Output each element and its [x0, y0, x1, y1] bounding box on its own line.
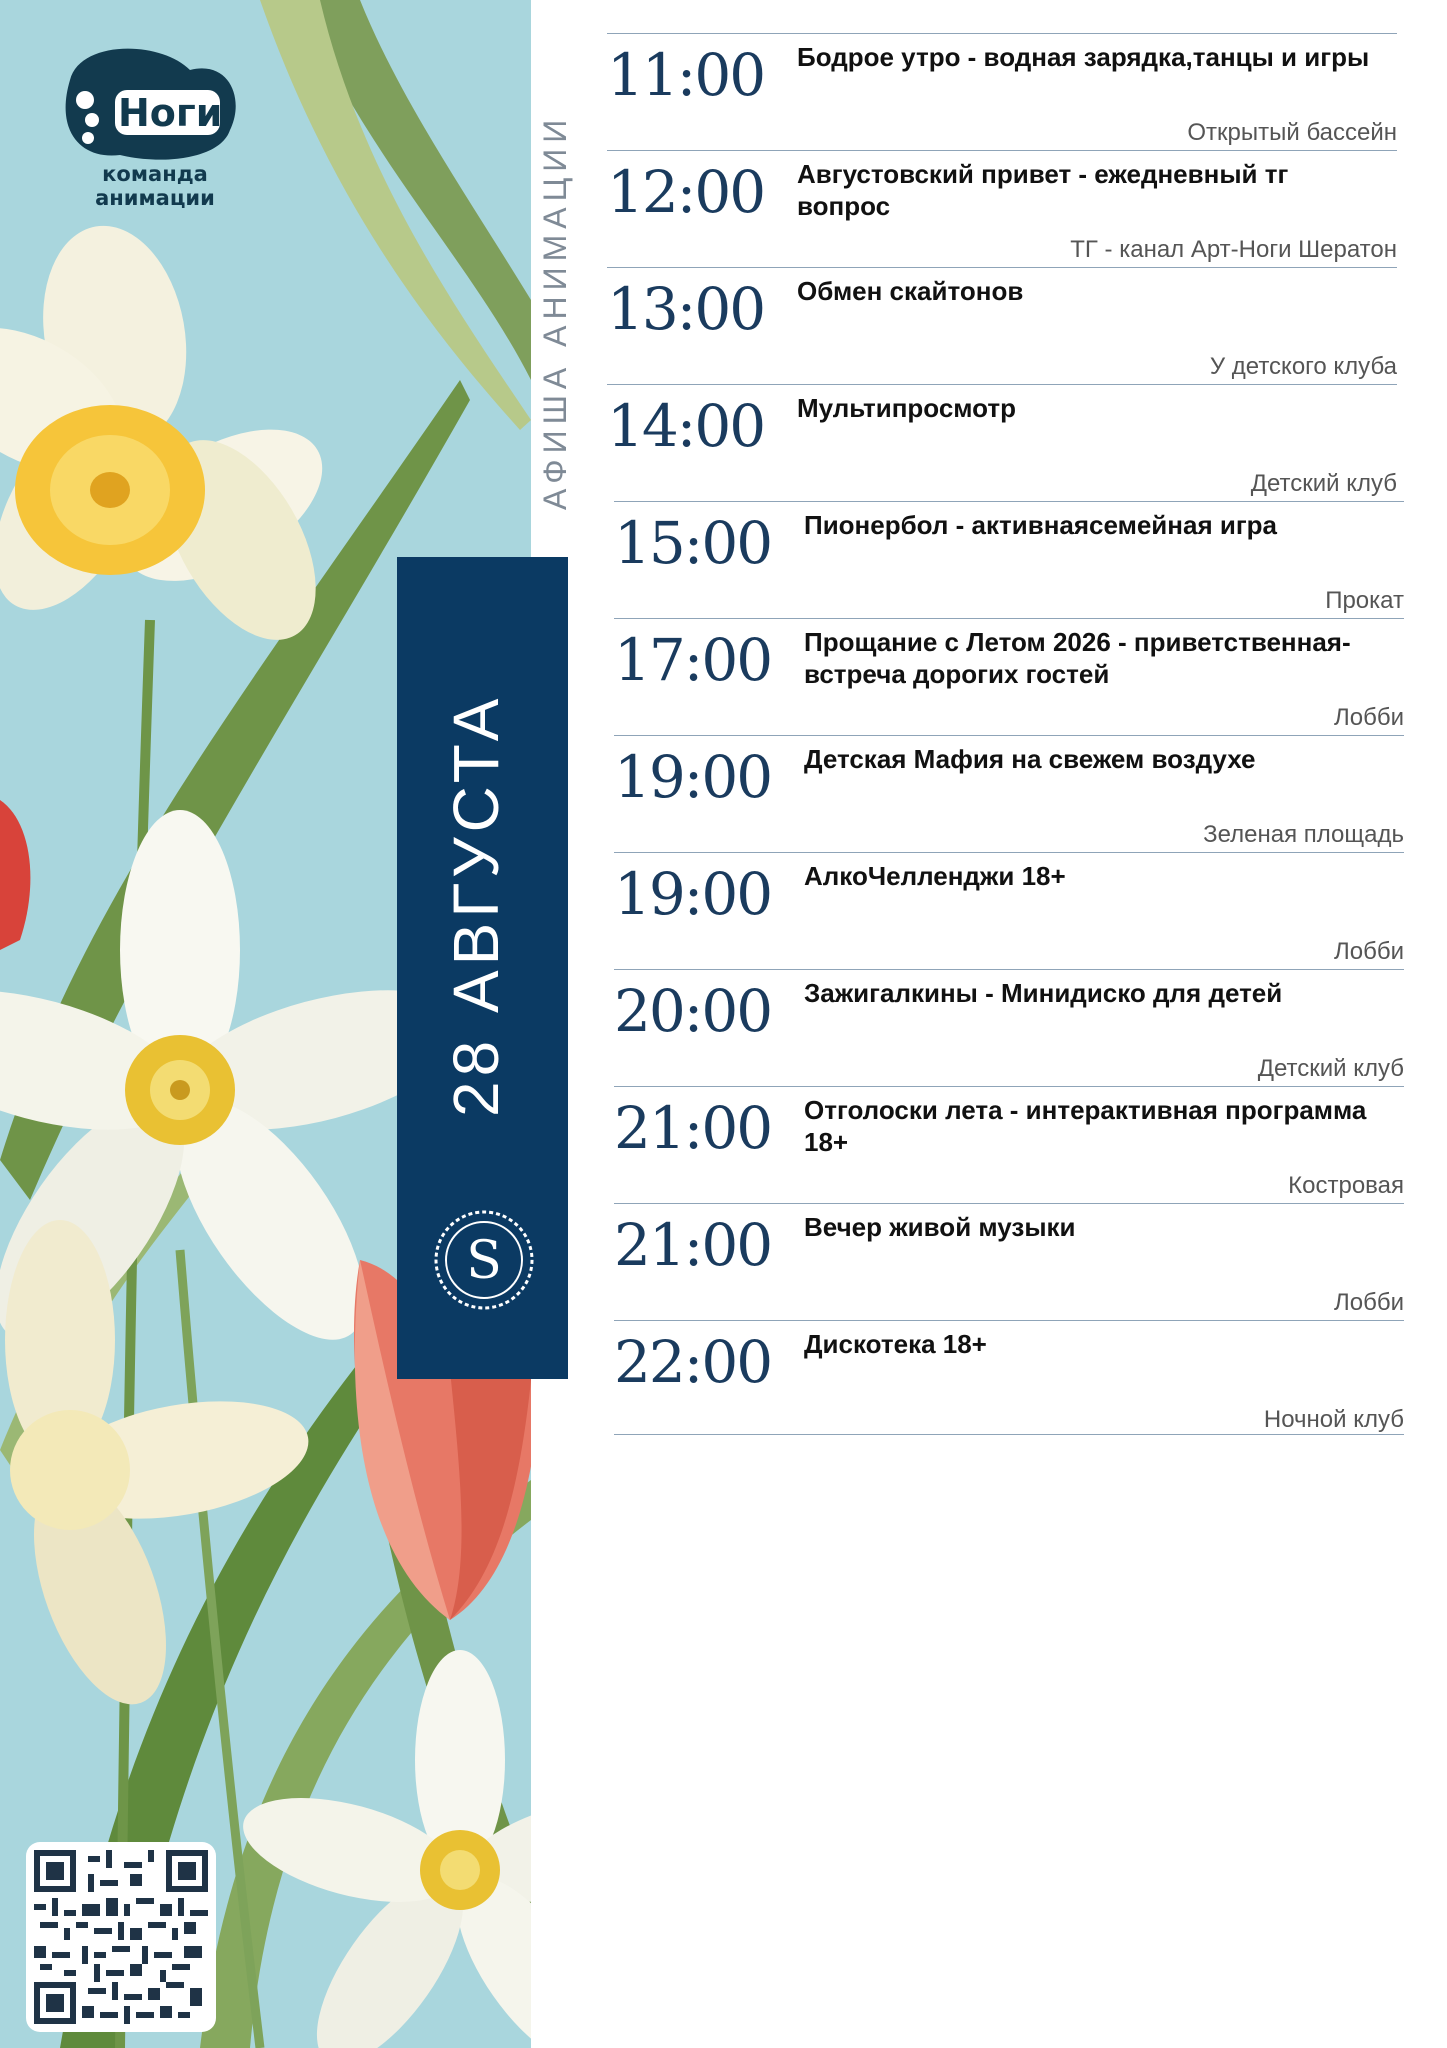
- event-time: 13:00: [607, 275, 765, 343]
- logo-caption: команда анимации: [95, 162, 215, 210]
- schedule-row: [607, 384, 1397, 501]
- event-location: Открытый бассейн: [1187, 119, 1397, 146]
- event-location: ТГ - канал Арт-Ноги Шератон: [1070, 236, 1397, 263]
- event-title: Мультипросмотр: [797, 393, 1017, 423]
- logo-wordmark: Ноги: [118, 91, 223, 135]
- row-divider: [614, 969, 1404, 970]
- schedule-row: [614, 501, 1404, 618]
- qr-code-icon: [34, 1850, 208, 2024]
- event-time: 20:00: [614, 977, 772, 1045]
- event-time: 15:00: [614, 509, 772, 577]
- event-location: У детского клуба: [1209, 353, 1397, 380]
- date-banner: [397, 557, 568, 1379]
- event-title: Августовский привет - ежедневный тг вопрос: [797, 159, 1289, 221]
- event-location: Детский клуб: [1250, 470, 1397, 497]
- event-title: Детская Мафия на свежем воздухе: [804, 744, 1256, 774]
- event-title: Прощание с Летом 2026 - приветственная-встреча дорогих гостей: [804, 627, 1351, 689]
- event-location: Зеленая площадь: [1203, 821, 1404, 848]
- event-location: Лобби: [1334, 938, 1404, 965]
- event-location: Лобби: [1334, 704, 1404, 731]
- event-title: Обмен скайтонов: [797, 276, 1024, 306]
- sheraton-logo-icon: [432, 1208, 536, 1312]
- schedule-row: [614, 1086, 1404, 1203]
- event-time: 21:00: [614, 1211, 772, 1279]
- row-divider: [607, 33, 1397, 34]
- schedule-row: [614, 969, 1404, 1086]
- event-title: Бодрое утро - водная зарядка,танцы и игры: [797, 42, 1370, 72]
- nogi-logo: [40, 40, 270, 210]
- event-time: 21:00: [614, 1094, 772, 1162]
- event-location: Ночной клуб: [1263, 1406, 1404, 1433]
- schedule-row: [614, 852, 1404, 969]
- event-title: Зажигалкины - Минидиско для детей: [804, 978, 1283, 1008]
- event-time: 12:00: [607, 158, 765, 226]
- event-title: Вечер живой музыки: [804, 1212, 1076, 1242]
- event-title: Отголоски лета - интерактивная программа 18+: [804, 1095, 1367, 1157]
- event-location: Лобби: [1334, 1289, 1404, 1316]
- event-title: Дискотека 18+: [804, 1329, 987, 1359]
- row-divider: [607, 150, 1397, 151]
- event-time: 11:00: [607, 41, 765, 109]
- row-divider: [614, 501, 1404, 502]
- event-time: 17:00: [614, 626, 772, 694]
- row-divider: [614, 852, 1404, 853]
- event-time: 19:00: [614, 743, 772, 811]
- sheraton-logo-letter: S: [466, 1231, 502, 1291]
- event-location: Прокат: [1325, 587, 1404, 614]
- qr-code[interactable]: [26, 1842, 216, 2032]
- event-location: Костровая: [1288, 1172, 1404, 1199]
- event-title: Пионербол - активнаясемейная игра: [804, 510, 1277, 540]
- row-divider: [614, 735, 1404, 736]
- event-title: АлкоЧелленджи 18+: [804, 861, 1066, 891]
- row-divider: [614, 618, 1404, 619]
- schedule-row: [607, 150, 1397, 267]
- row-divider: [607, 267, 1397, 268]
- poster-subtitle: АФИША АНИМАЦИИ: [537, 113, 573, 510]
- event-time: 19:00: [614, 860, 772, 928]
- row-divider: [614, 1086, 1404, 1087]
- row-divider: [614, 1434, 1404, 1435]
- event-location: Детский клуб: [1257, 1055, 1404, 1082]
- schedule-row: [607, 267, 1397, 384]
- schedule-row: [614, 618, 1404, 735]
- date-heading: 28 АВГУСТА: [440, 693, 512, 1117]
- row-divider: [607, 384, 1397, 385]
- schedule-row: [607, 33, 1397, 150]
- row-divider: [614, 1203, 1404, 1204]
- row-divider: [614, 1320, 1404, 1321]
- schedule-row: [614, 1320, 1404, 1437]
- schedule-row: [614, 1203, 1404, 1320]
- event-time: 22:00: [614, 1328, 772, 1396]
- event-time: 14:00: [607, 392, 765, 460]
- schedule-row: [614, 735, 1404, 852]
